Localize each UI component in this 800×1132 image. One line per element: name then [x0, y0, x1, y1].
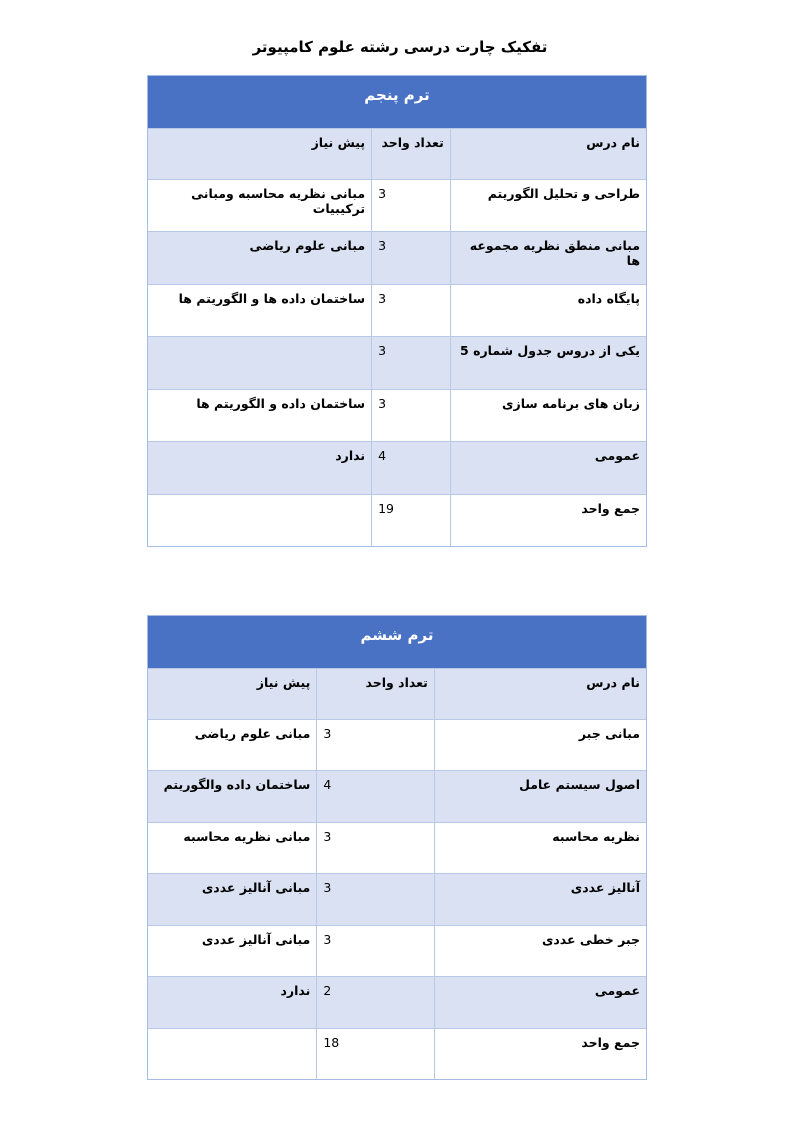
course-prereq: ندارد	[148, 442, 372, 494]
course-units: 3	[372, 337, 451, 389]
term6-table	[147, 615, 647, 1080]
column-header-units: تعداد واحد	[372, 129, 451, 179]
column-header-name: نام درس	[586, 675, 640, 690]
course-name: مبانی جبر	[578, 726, 640, 741]
term6-column-header-row	[148, 668, 646, 719]
table-row	[148, 719, 646, 770]
total-prereq-empty	[148, 495, 372, 546]
course-units: 4	[317, 771, 435, 822]
course-name: عمومی	[594, 983, 640, 998]
course-units: 3	[317, 874, 435, 925]
course-name: طراحی و تحلیل الگوریتم	[487, 186, 640, 201]
table-row	[148, 925, 646, 976]
course-prereq: مبانی نظریه محاسبه	[148, 823, 317, 873]
course-prereq: مبانی آنالیز عددی	[148, 926, 317, 976]
column-header-name: نام درس	[586, 135, 640, 150]
course-name: جبر خطی عددی	[541, 932, 640, 947]
total-units: 19	[372, 495, 451, 546]
course-units: 3	[317, 823, 435, 873]
course-name: عمومی	[594, 448, 640, 463]
course-name: مبانی منطق نظریه مجموعه ها	[469, 238, 640, 268]
table-row	[148, 976, 646, 1028]
course-units: 3	[317, 720, 435, 770]
course-prereq: مبانی نظریه محاسبه ومبانی ترکیبیات	[148, 180, 372, 231]
total-row	[148, 494, 646, 546]
course-units: 4	[372, 442, 451, 494]
course-name: نظریه محاسبه	[552, 829, 640, 844]
course-name: آنالیز عددی	[570, 880, 640, 895]
course-name: زبان های برنامه سازی	[502, 396, 640, 411]
total-row	[148, 1028, 646, 1079]
column-header-prereq: پیش نیاز	[148, 129, 372, 179]
course-prereq: ساختمان داده ها و الگوریتم ها	[148, 285, 372, 336]
course-units: 3	[317, 926, 435, 976]
course-name: پایگاه داده	[577, 291, 640, 306]
table-row	[148, 231, 646, 284]
course-name: یکی از دروس جدول شماره 5	[460, 343, 640, 358]
table-row	[148, 284, 646, 336]
table-row	[148, 770, 646, 822]
course-units: 3	[372, 232, 451, 284]
column-header-prereq: پیش نیاز	[148, 669, 317, 719]
term5-heading: ترم پنجم	[148, 76, 646, 128]
course-prereq	[148, 337, 372, 389]
term6-heading: ترم ششم	[148, 616, 646, 668]
table-row	[148, 179, 646, 231]
course-prereq: مبانی آنالیز عددی	[148, 874, 317, 925]
term5-table	[147, 75, 647, 547]
total-label: جمع واحد	[581, 501, 640, 516]
course-prereq: ساختمان داده والگوریتم	[148, 771, 317, 822]
table-row	[148, 336, 646, 389]
course-units: 2	[317, 977, 435, 1028]
course-prereq: ندارد	[148, 977, 317, 1028]
table-row	[148, 441, 646, 494]
total-prereq-empty	[148, 1029, 317, 1079]
table-row	[148, 873, 646, 925]
course-prereq: مبانی علوم ریاضی	[148, 232, 372, 284]
course-units: 3	[372, 180, 451, 231]
course-prereq: مبانی علوم ریاضی	[148, 720, 317, 770]
course-prereq: ساختمان داده و الگوریتم ها	[148, 390, 372, 441]
total-units: 18	[317, 1029, 435, 1079]
total-label: جمع واحد	[581, 1035, 640, 1050]
course-name: اصول سیستم عامل	[519, 777, 640, 792]
course-units: 3	[372, 390, 451, 441]
column-header-units: تعداد واحد	[317, 669, 435, 719]
table-row	[148, 822, 646, 873]
table-row	[148, 389, 646, 441]
term5-column-header-row	[148, 128, 646, 179]
course-units: 3	[372, 285, 451, 336]
document-title: تفکیک چارت درسی رشته علوم کامپیوتر	[252, 38, 548, 56]
